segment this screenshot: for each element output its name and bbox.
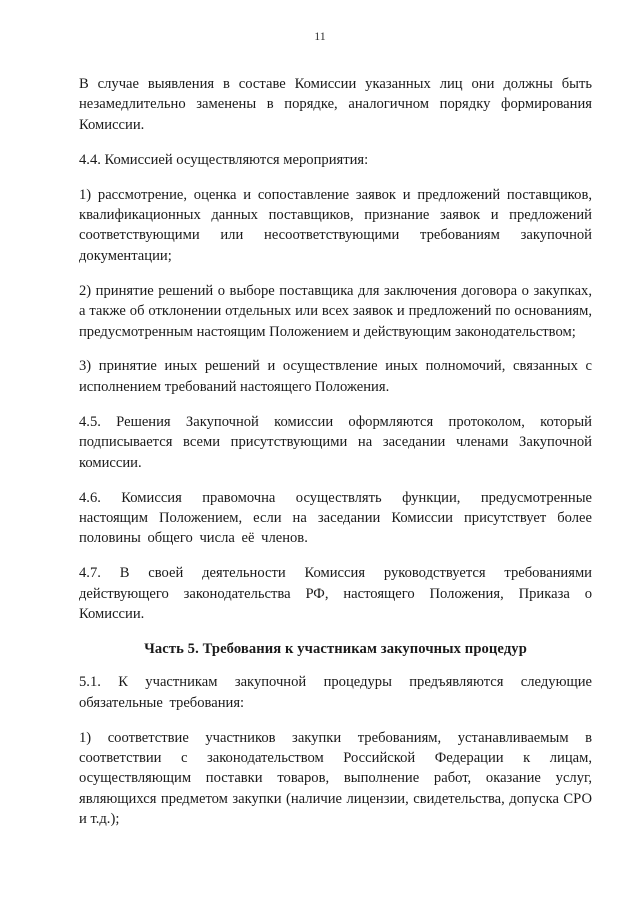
list-item-4-4-2: 2) принятие решений о выборе поставщика для заключения договора о закупках, а также об отклонении отдельных или всех заявок и предложений по основаниям, предусмотренным настоящим Положением и действующим законодательством;	[79, 282, 592, 340]
paragraph-replacement-of-members: В случае выявления в составе Комиссии указанных лиц они должны быть незамедлительно заменены в порядке, аналогичном порядку формирования Комиссии.	[79, 76, 592, 133]
paragraph-4-7: 4.7. В своей деятельности Комиссия руководствуется требованиями действующего законодательства РФ, настоящего Положения, Приказа о Комиссии.	[79, 565, 592, 623]
paragraph-5-1: 5.1. К участникам закупочной процедуры предъявляются следующие обязательные требования:	[79, 674, 592, 711]
list-item-4-4-1: 1) рассмотрение, оценка и сопоставление заявок и предложений поставщиков, квалификационных данных поставщиков, признание заявок и предложений соответствующими или несоответствующими требованиям закупочной документации;	[79, 186, 592, 264]
section-heading: Часть 5. Требования к участникам закупочных процедур	[144, 640, 527, 657]
paragraph-4-6: 4.6. Комиссия правомочна осуществлять функции, предусмотренные настоящим Положением, если на заседании Комиссии присутствует более половины общего числа её членов.	[79, 489, 592, 547]
list-item-5-1-1: 1) соответствие участников закупки требованиям, устанавливаемым в соответствии с законодательством Российской Федерации к лицам, осуществляющим поставки товаров, выполнение работ, оказание услуг, являющихся предметом закупки (наличие лицензии, свидетельства, допуска СРО и т.д.);	[79, 729, 592, 828]
page-body	[79, 74, 592, 844]
paragraph-4-4: 4.4. Комиссией осуществляются мероприятия:	[79, 151, 369, 168]
paragraph-4-5: 4.5. Решения Закупочной комиссии оформляются протоколом, который подписывается всеми присутствующими на заседании членами Закупочной комиссии.	[79, 413, 592, 471]
list-item-4-4-3: 3) принятие иных решений и осуществление иных полномочий, связанных с исполнением требований настоящего Положения.	[79, 358, 592, 395]
page-number: 11	[314, 29, 326, 43]
